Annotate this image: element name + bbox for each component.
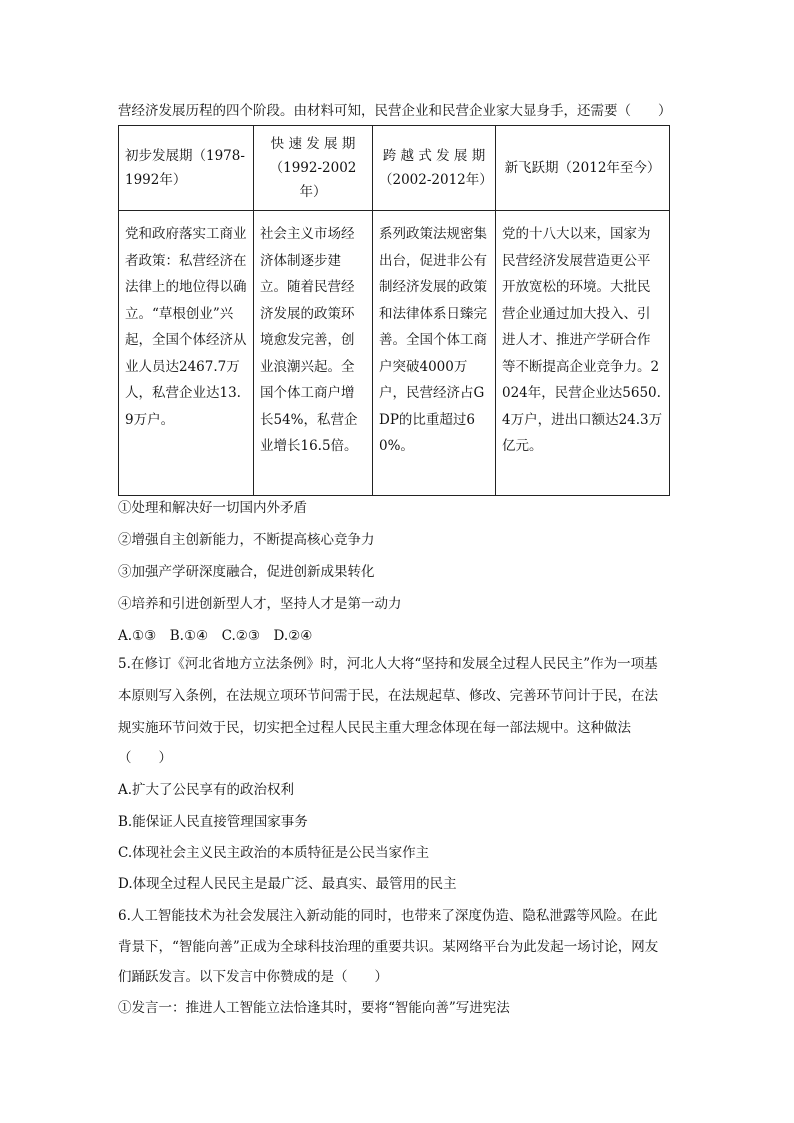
q5-choice-c: C.体现社会主义民主政治的本质特征是公民当家作主 — [118, 845, 430, 861]
table-header-row — [119, 126, 670, 211]
header-stage-4: 新飞跃期（2012年至今） — [496, 126, 670, 211]
q5-choice-b: B.能保证人民直接管理国家事务 — [118, 814, 308, 830]
header-stage-1: 初步发展期（1978-1992年） — [119, 126, 254, 211]
table-row — [119, 211, 670, 496]
q5-choice-d: D.体现全过程人民民主是最广泛、最真实、最管用的民主 — [118, 876, 457, 892]
q6-stem-line-1: 6.人工智能技术为社会发展注入新动能的同时，也带来了深度伪造、隐私泄露等风险。在此 — [118, 908, 658, 924]
q5-stem-line-3: 规实施环节问效于民，切实把全过程人民民主重大理念体现在每一部法规中。这种做法 — [118, 720, 631, 736]
q4-option-1: ①处理和解决好一切国内外矛盾 — [118, 500, 307, 516]
header-stage-3: 跨 越 式 发 展 期（2002-2012年） — [373, 126, 496, 211]
q5-stem-line-2: 本原则写入条例，在法规立项环节问需于民，在法规起草、修改、完善环节问计于民，在法 — [118, 688, 658, 704]
cell-stage-4: 党的十八大以来，国家为民营经济发展营造更公平开放宽松的环境。大批民营企业通过加大投入、引进人才、推进产学研合作等不断提高企业竞争力。2024年，民营企业达5650.4万户，进出口额达24.3万亿元。 — [496, 211, 670, 496]
q6-stem-line-2: 背景下，“智能向善”正成为全球科技治理的重要共识。某网络平台为此发起一场讨论，网友 — [118, 939, 659, 955]
q4-option-4: ④培养和引进创新型人才，坚持人才是第一动力 — [118, 596, 402, 612]
cell-stage-2: 社会主义市场经济体制逐步建立。随着民营经济发展的政策环境愈发完善，创业浪潮兴起。全国个体工商户增长54%，私营企业增长16.5倍。 — [254, 211, 373, 496]
q4-answer-choices: A.①③ B.①④ C.②③ D.②④ — [118, 628, 313, 644]
question-intro: 营经济发展历程的四个阶段。由材料可知，民营企业和民营企业家大显身手，还需要（ ） — [118, 103, 672, 119]
q5-choice-a: A.扩大了公民享有的政治权利 — [118, 782, 295, 798]
q5-stem-line-4: （ ） — [118, 750, 172, 766]
development-stages-table — [118, 125, 670, 496]
header-stage-2: 快 速 发 展 期（1992-2002年） — [254, 126, 373, 211]
cell-stage-3: 系列政策法规密集出台，促进非公有制经济发展的政策和法律体系日臻完善。全国个体工商户突破4000万户，民营经济占GDP的比重超过60%。 — [373, 211, 496, 496]
q6-option-1: ①发言一：推进人工智能立法恰逢其时，要将“智能向善”写进宪法 — [118, 1000, 510, 1016]
q4-option-2: ②增强自主创新能力，不断提高核心竞争力 — [118, 532, 375, 548]
q5-stem-line-1: 5.在修订《河北省地方立法条例》时，河北人大将“坚持和发展全过程人民民主”作为一项基 — [118, 656, 658, 672]
cell-stage-1: 党和政府落实工商业者政策：私营经济在法律上的地位得以确立。“草根创业”兴起，全国个体经济从业人员达2467.7万人，私营企业达13.9万户。 — [119, 211, 254, 496]
q6-stem-line-3: 们踊跃发言。以下发言中你赞成的是（ ） — [118, 969, 388, 985]
q4-option-3: ③加强产学研深度融合，促进创新成果转化 — [118, 564, 375, 580]
